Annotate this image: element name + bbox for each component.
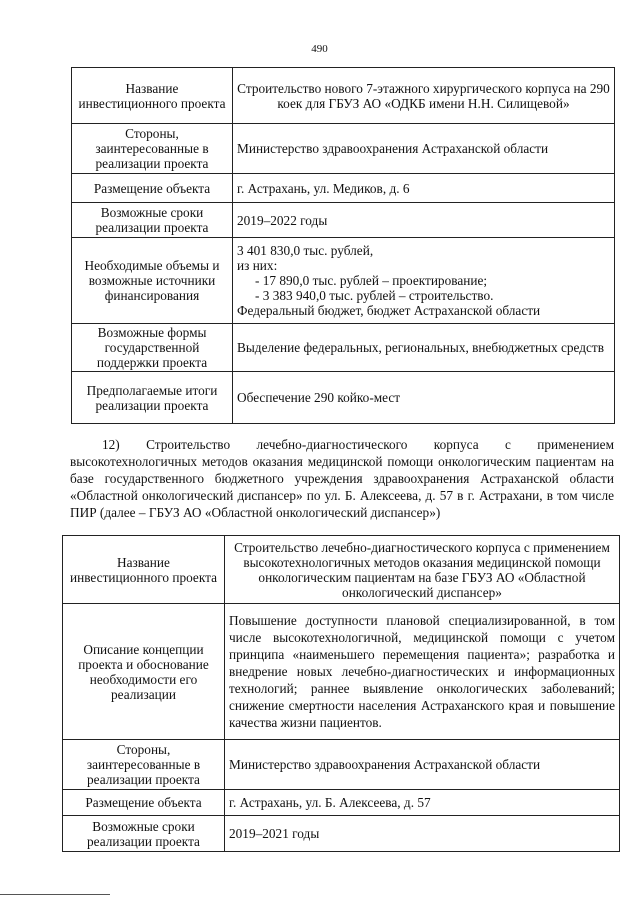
row-label: Стороны, заинтересованные в реализации проекта xyxy=(63,740,225,790)
financing-line: - 17 890,0 тыс. рублей – проектирование; xyxy=(255,273,488,288)
page-number: 490 xyxy=(311,43,328,55)
row-label: Описание концепции проекта и обоснование необходимости его реализации xyxy=(63,604,225,740)
row-value: Министерство здравоохранения Астраханской области xyxy=(225,740,620,790)
row-value: г. Астрахань, ул. Б. Алексеева, д. 57 xyxy=(225,790,620,816)
financing-cell xyxy=(233,238,615,324)
table-row xyxy=(72,174,615,203)
table-row xyxy=(72,203,615,238)
row-label: Стороны, заинтересованные в реализации проекта xyxy=(72,124,233,174)
table-row xyxy=(63,740,620,790)
table-row xyxy=(72,124,615,174)
financing-line: Федеральный бюджет, бюджет Астраханской области xyxy=(237,303,541,318)
investment-project-table-2 xyxy=(62,535,620,852)
row-value: 2019–2022 годы xyxy=(233,203,615,238)
row-label: Размещение объекта xyxy=(72,174,233,203)
table-row xyxy=(63,536,620,604)
row-value: Выделение федеральных, региональных, внебюджетных средств xyxy=(233,324,615,372)
row-value: 2019–2021 годы xyxy=(225,816,620,852)
row-label: Размещение объекта xyxy=(63,790,225,816)
footer-divider xyxy=(0,894,110,895)
financing-line: из них: xyxy=(237,258,278,273)
investment-project-table-1 xyxy=(71,67,615,424)
row-value: Министерство здравоохранения Астраханской области xyxy=(233,124,615,174)
table-row xyxy=(63,604,620,740)
table-row xyxy=(72,68,615,124)
table-row xyxy=(63,790,620,816)
row-value: Повышение доступности плановой специализированной, в том числе высокотехнологичной, медицинской помощи с учетом принципа «наименьшего перемещения пациента»; разработка и внедрение новых лечебно-диагностических и информационных технологий; раннее выявление онкологических заболеваний; снижение смертности населения Астраханского края и повышение качества жизни пациентов. xyxy=(225,604,620,740)
row-label: Предполагаемые итоги реализации проекта xyxy=(72,372,233,424)
row-value: Обеспечение 290 койко-мест xyxy=(233,372,615,424)
row-label: Возможные сроки реализации проекта xyxy=(72,203,233,238)
row-value: Строительство лечебно-диагностического корпуса с применением высокотехнологичных методов оказания медицинской помощи онкологическим пациентам на базе ГБУЗ АО «Областной онкологический диспансер» xyxy=(225,536,620,604)
row-label: Название инвестиционного проекта xyxy=(63,536,225,604)
financing-line: 3 401 830,0 тыс. рублей, xyxy=(237,243,374,258)
table-row xyxy=(63,816,620,852)
row-label: Возможные формы государственной поддержки проекта xyxy=(72,324,233,372)
financing-line: - 3 383 940,0 тыс. рублей – строительство. xyxy=(255,288,494,303)
table-row xyxy=(72,238,615,324)
section-paragraph: 12) Строительство лечебно-диагностического корпуса с применением высокотехнологичных методов оказания медицинской помощи онкологическим пациентам на базе государственного бюджетного учреждения здравоохранения Астраханской области «Областной онкологический диспансер» по ул. Б. Алексеева, д. 57 в г. Астрахани, в том числе ПИР (далее – ГБУЗ АО «Областной онкологический диспансер») xyxy=(70,437,614,520)
row-value: г. Астрахань, ул. Медиков, д. 6 xyxy=(233,174,615,203)
row-value: Строительство нового 7-этажного хирургического корпуса на 290 коек для ГБУЗ АО «ОДКБ имени Н.Н. Силищевой» xyxy=(233,68,615,124)
row-label: Название инвестиционного проекта xyxy=(72,68,233,124)
table-row xyxy=(72,372,615,424)
table-row xyxy=(72,324,615,372)
row-label: Возможные сроки реализации проекта xyxy=(63,816,225,852)
row-label: Необходимые объемы и возможные источники финансирования xyxy=(72,238,233,324)
